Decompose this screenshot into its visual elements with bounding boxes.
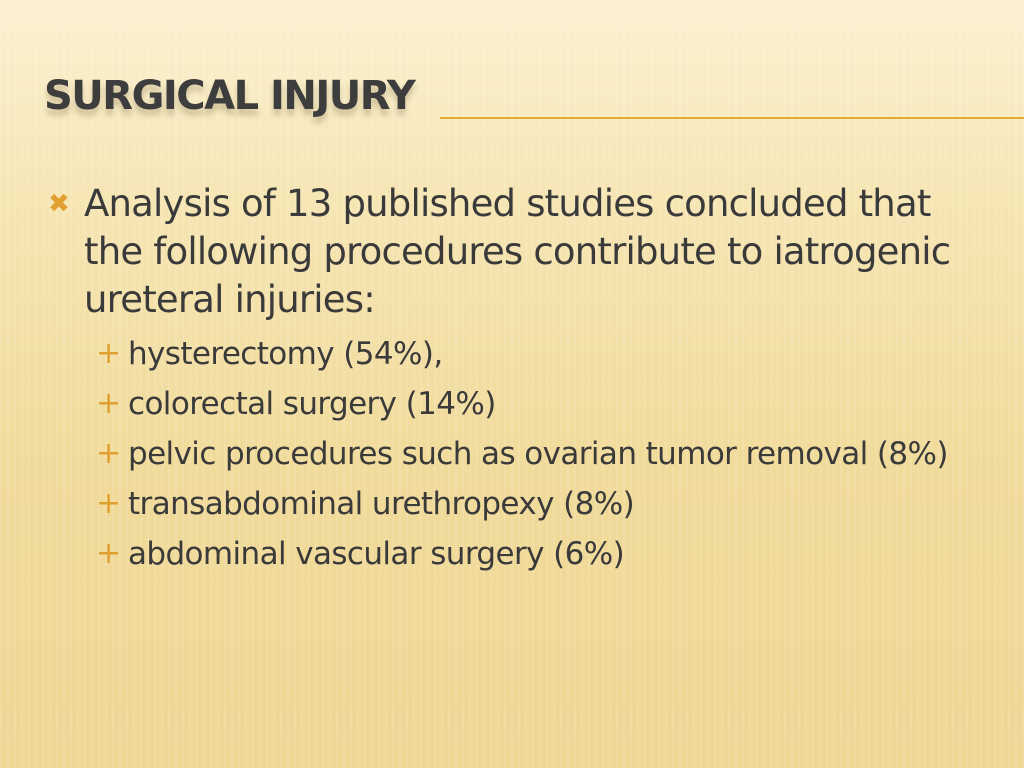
x-mark-icon: ✖ xyxy=(48,189,69,219)
plus-icon: + xyxy=(96,386,121,421)
list-item-text: colorectal surgery (14%) xyxy=(128,386,496,422)
list-item xyxy=(44,482,984,526)
procedure-list xyxy=(44,332,984,576)
list-item xyxy=(44,332,984,376)
list-item xyxy=(44,432,984,476)
slide-title: SURGICAL INJURY xyxy=(44,73,415,119)
title-underline xyxy=(440,117,1024,119)
list-item-text: abdominal vascular surgery (6%) xyxy=(128,536,625,572)
list-item xyxy=(44,532,984,576)
main-bullet-text: Analysis of 13 published studies concluded that the following procedures contribute to iatrogenic ureteral injuries: xyxy=(84,182,951,321)
plus-icon: + xyxy=(96,486,121,521)
list-item-text: transabdominal urethropexy (8%) xyxy=(128,486,635,522)
plus-icon: + xyxy=(96,536,121,571)
list-item xyxy=(44,382,984,426)
list-item-text: pelvic procedures such as ovarian tumor removal (8%) xyxy=(128,436,948,472)
list-item-text: hysterectomy (54%), xyxy=(128,336,443,372)
plus-icon: + xyxy=(96,336,121,371)
main-bullet-item xyxy=(44,180,984,324)
slide-content xyxy=(44,180,984,582)
plus-icon: + xyxy=(96,436,121,471)
